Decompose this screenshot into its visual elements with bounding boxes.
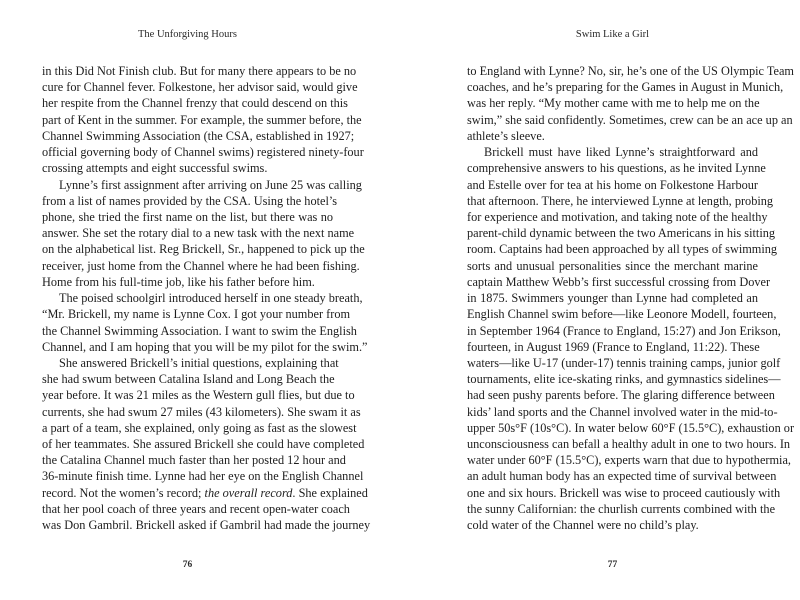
text-line: The poised schoolgirl introduced herself in one steady breath, [59, 291, 363, 306]
text-line: she had swum between Catalina Island and Long Beach the [42, 372, 335, 387]
text-line: one and six hours. Brickell was wise to proceed cautiously with [467, 485, 781, 500]
text-line: on the alphabetical list. Reg Brickell, Sr., happened to pick up the [42, 242, 365, 257]
text-line: year before. It was 21 miles as the Western gull flies, but due to [42, 388, 355, 403]
text-line: athlete’s sleeve. [467, 128, 545, 143]
text-fragment: record. Not the women’s record; [42, 485, 205, 500]
body-text [42, 63, 371, 533]
text-line: for experience and motivation, and taking note of the healthy [467, 209, 768, 224]
text-line: comprehensive answers to his questions, as he invited Lynne [467, 161, 766, 176]
page-number: 76 [182, 560, 193, 570]
text-line: water under 60°F (15.5°C), experts warn that due to hypothermia, [467, 453, 792, 468]
text-line: was Don Gambril. Brickell asked if Gambril had made the journey [42, 518, 371, 533]
text-line: Channel Swimming Association (the CSA, established in 1927; [42, 128, 355, 143]
text-line: that afternoon. There, he interviewed Lynne at length, probing [467, 193, 774, 208]
text-line: kids’ land sports and the Channel involved water in the mid-to- [467, 404, 778, 419]
text-line: of her teammates. She assured Brickell she could have completed [42, 437, 365, 452]
text-line: Channel, and I am hoping that you will be my pilot for the swim.” [42, 339, 368, 354]
text-line: part of Kent in the summer. For example, the summer before, the [42, 112, 362, 127]
text-line: was her reply. “My mother came with me to help me on the [467, 96, 760, 111]
text-line: that her pool coach of three years and recent open-water coach [42, 501, 350, 516]
text-fragment: . She explained [292, 485, 368, 500]
text-line: phone, she tried the first name on the list, but there was no [42, 209, 333, 224]
text-line: had seen pushy parents before. The glaring difference between [467, 388, 775, 403]
text-line: upper 50s°F (10s°C). In water below 60°F (15.5°C), exhaustion or [467, 420, 795, 435]
text-line [42, 485, 368, 501]
text-line: “Mr. Brickell, my name is Lynne Cox. I got your number from [42, 307, 351, 322]
text-line: to England with Lynne? No, sir, he’s one of the US Olympic Team [467, 64, 794, 78]
text-line: receiver, just home from the Channel where he had been fishing. [42, 258, 360, 273]
text-line: She answered Brickell’s initial questions, explaining that [59, 355, 339, 370]
running-head: Swim Like a Girl [575, 29, 650, 40]
text-line: answer. She set the rotary dial to a new task with the next name [42, 226, 355, 241]
text-line: cure for Channel fever. Folkestone, her advisor said, would give [42, 80, 358, 95]
text-line: sorts and unusual personalities since the merchant marine [467, 258, 758, 273]
text-line: cold water of the Channel were no child’s play. [467, 518, 699, 533]
text-line: Brickell must have liked Lynne’s straightforward and [484, 145, 758, 160]
text-line: the Catalina Channel much faster than her posted 12 hour and [42, 453, 346, 468]
text-line: from a list of names provided by the CSA. Using the hotel’s [42, 193, 338, 208]
text-line: official governing body of Channel swims) registered ninety-four [42, 145, 364, 160]
text-line: crossing attempts and eight successful swims. [42, 161, 268, 176]
text-line: a part of a team, she explained, only going as fast as the slowest [42, 420, 357, 435]
text-line: in 1875. Swimmers younger than Lynne had completed an [467, 291, 758, 306]
text-line: the sunny Californian: the churlish currents combined with the [467, 501, 776, 516]
text-line: unconsciousness can befall a healthy adult in one to two hours. In [467, 437, 791, 452]
text-line: an adult human body has an expected time of survival between [467, 469, 777, 484]
text-line: parent-child dynamic between the two Americans in his sitting [467, 226, 776, 241]
text-line: swim,” she said confidently. Sometimes, crew can be an ace up an [467, 112, 793, 127]
text-line: in September 1964 (France to England, 15:27) and Jon Erikson, [467, 323, 781, 338]
body-text [467, 63, 795, 533]
emphasis: the overall record [204, 485, 293, 500]
text-line: English Channel swim before—like Leonore Modell, fourteen, [467, 307, 777, 322]
text-line: and Estelle over for tea at his home on Folkestone Harbour [467, 177, 758, 192]
text-line: Home from his full-time job, like his father before him. [42, 274, 315, 289]
text-line: captain Matthew Webb’s first successful crossing from Dover [467, 274, 771, 289]
text-line: fourteen, in August 1969 (France to England, 11:22). These [467, 339, 760, 354]
text-line: waters—like U-17 (under-17) tennis training camps, junior golf [467, 355, 781, 370]
right-page [400, 0, 800, 600]
text-line: currents, she had swum 27 miles (43 kilometers). She swam it as [42, 404, 361, 419]
running-head: The Unforgiving Hours [138, 29, 237, 40]
text-line: tournaments, elite ice-skating rinks, and gymnastics sidelines— [467, 372, 781, 387]
text-line: coaches, and he’s preparing for the Games in August in Munich, [467, 80, 784, 95]
text-line: her respite from the Channel frenzy that could descend on this [42, 96, 348, 111]
page-number: 77 [607, 560, 618, 570]
text-line: 36-minute finish time. Lynne had her eye on the English Channel [42, 469, 364, 484]
text-line: the Channel Swimming Association. I want to swim the English [42, 323, 357, 338]
text-line: room. Captains had been approached by all types of swimming [467, 242, 778, 257]
text-line: Lynne’s first assignment after arriving on June 25 was calling [59, 177, 362, 192]
text-line: in this Did Not Finish club. But for many there appears to be no [42, 64, 357, 78]
